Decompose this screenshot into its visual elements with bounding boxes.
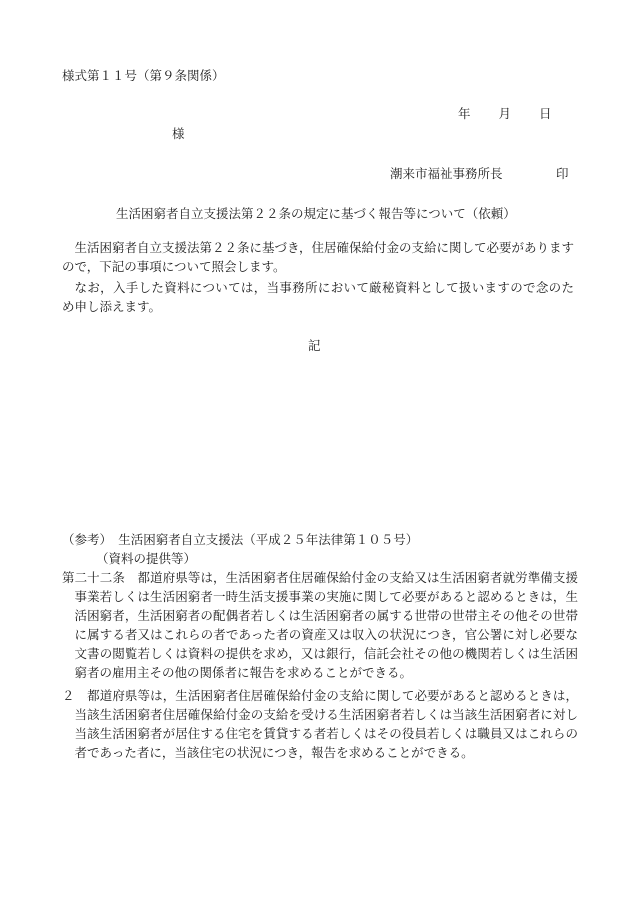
date-fields [458, 104, 552, 122]
sender-name: 潮来市福祉事務所長 [390, 166, 503, 181]
reference-title: （参考） 生活困窮者自立支援法（平成２５年法律第１０５号） [62, 532, 419, 547]
paragraph-text: 生活困窮者自立支援法第２２条に基づき，住居確保給付金の支給に関して必要がありますので，下記の事項について照会します。 [62, 240, 575, 274]
reference-subtitle: （資料の提供等） [96, 551, 197, 566]
article-text: ２ 都道府県等は，生活困窮者住居確保給付金の支給に関して必要があると認めるときは，当該生活困窮者住居確保給付金の支給を受ける生活困窮者若しくは当該生活困窮者に対し当該生活困窮者が居住する住宅を賃貸する者若しくはその役員若しくは職員又はこれらの者であった者に，当該住宅の状況につき，報告を求めることができる。 [62, 688, 578, 760]
subject-title: 生活困窮者自立支援法第２２条の規定に基づく報告等について（依頼） [116, 206, 516, 221]
body-paragraph-2 [62, 278, 574, 316]
ki-heading: 記 [308, 338, 321, 353]
body-paragraph-1 [62, 238, 574, 276]
date-day: 日 [539, 106, 552, 121]
article-22-paragraph-2 [62, 686, 578, 762]
seal-mark: 印 [556, 166, 569, 181]
article-text: 第二十二条 都道府県等は，生活困窮者住居確保給付金の支給又は生活困窮者就労準備支援事業若しくは生活困窮者一時生活支援事業の実施に関して必要があると認めるときは，生活困窮者，生活困窮者の配偶者若しくは生活困窮者の属する世帯の世帯主その他その世帯に属する者又はこれらの者であった者の資産又は収入の状況につき，官公署に対し必要な文書の閲覧若しくは資料の提供を求め，又は銀行，信託会社その他の機関若しくは生活困窮者の雇用主その他の関係者に報告を求めることができる。 [62, 570, 578, 680]
date-month: 月 [498, 106, 512, 121]
form-number: 様式第１１号（第９条関係） [62, 68, 225, 83]
article-22 [62, 568, 578, 682]
date-year: 年 [458, 106, 471, 121]
paragraph-text: なお，入手した資料については，当事務所において厳秘資料として扱いますので念のため申し添えます。 [62, 280, 574, 314]
addressee-suffix: 様 [172, 126, 185, 141]
